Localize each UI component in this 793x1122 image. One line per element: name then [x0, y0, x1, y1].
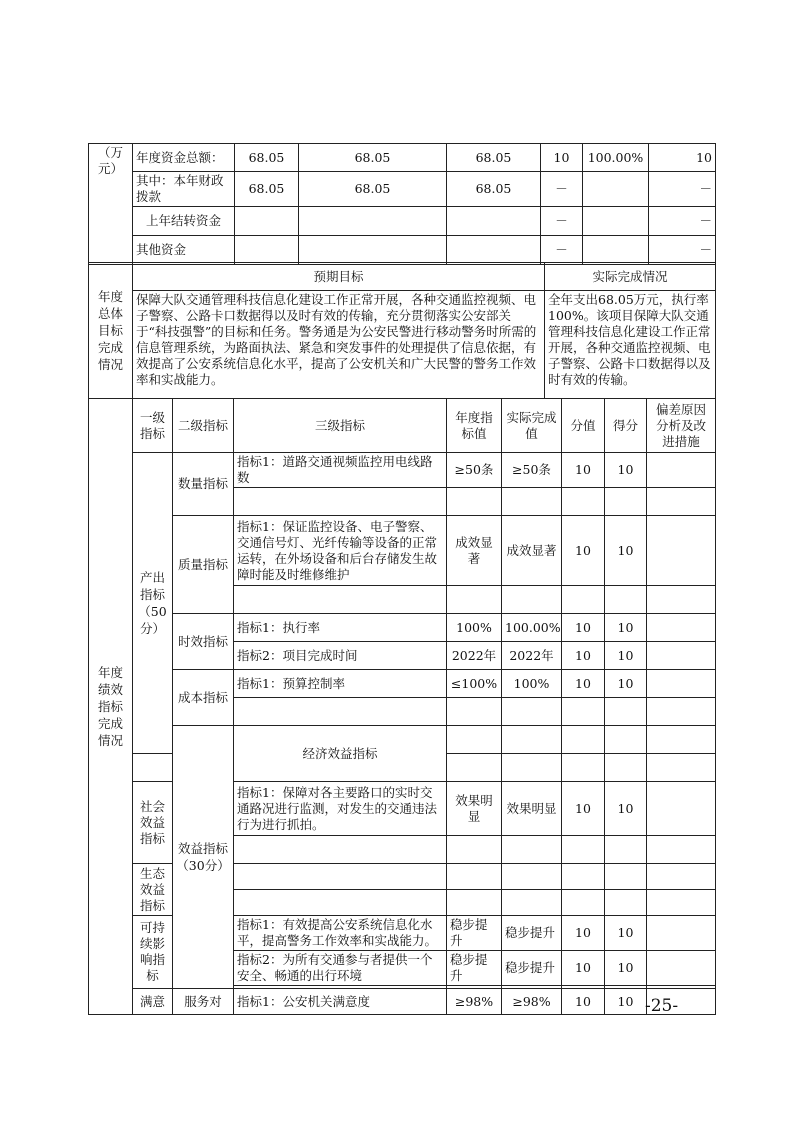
indicator-score: 10 — [562, 989, 605, 1015]
indicator-deviation — [647, 916, 716, 951]
indicator-target: ≤100% — [447, 670, 502, 698]
header-got: 得分 — [605, 399, 647, 453]
indicator-score: 10 — [562, 782, 605, 836]
service-indicator-label: 服务对 — [173, 989, 234, 1015]
funds-budget — [235, 236, 299, 265]
satisfaction-indicator-label: 满意 — [133, 989, 173, 1015]
header-target: 年度指标值 — [447, 399, 502, 453]
funds-executed — [447, 207, 541, 236]
funds-score: － — [541, 207, 583, 236]
funds-got: － — [649, 207, 716, 236]
indicator-got: 10 — [605, 670, 647, 698]
indicator-target: 2022年 — [447, 642, 502, 670]
funds-rate — [583, 236, 649, 265]
quality-indicator-label: 质量指标 — [173, 516, 234, 614]
funds-got: － — [649, 172, 716, 207]
indicator-deviation — [647, 670, 716, 698]
goals-table — [88, 262, 716, 399]
indicator-target: 成效显著 — [447, 516, 502, 586]
funds-unit-label: （万元） — [89, 144, 133, 265]
goals-side-label: 年度总体目标完成情况 — [89, 263, 133, 399]
indicator-score: 10 — [562, 670, 605, 698]
funds-rate — [583, 172, 649, 207]
indicator-deviation — [647, 614, 716, 642]
indicator-target: ≥98% — [447, 989, 502, 1015]
funds-row-label: 其中：本年财政拨款 — [133, 172, 235, 207]
funds-score: 10 — [541, 144, 583, 172]
indicator-actual: 2022年 — [502, 642, 562, 670]
actual-goal-header: 实际完成情况 — [545, 263, 716, 291]
indicator-actual: 成效显著 — [502, 516, 562, 586]
indicator-score: 10 — [562, 453, 605, 488]
indicator-name: 指标1：有效提高公安系统信息化水平，提高警务工作效率和实战能力。 — [234, 916, 447, 951]
funds-rate: 100.00% — [583, 144, 649, 172]
header-score: 分值 — [562, 399, 605, 453]
indicator-got: 10 — [605, 642, 647, 670]
indicator-name: 指标1：执行率 — [234, 614, 447, 642]
indicator-name: 指标1：保障对各主要路口的实时交通路况进行监测，对发生的交通违法行为进行抓拍。 — [234, 782, 447, 836]
funds-score: － — [541, 236, 583, 265]
indicator-target: ≥50条 — [447, 453, 502, 488]
economic-indicator-label: 经济效益指标 — [234, 726, 447, 782]
indicator-deviation — [647, 453, 716, 488]
indicator-name: 指标1：保证监控设备、电子警察、交通信号灯、光纤传输等设备的正常运转，在外场设备和后台存储发生故障时能及时维修维护 — [234, 516, 447, 586]
indicators-table — [88, 398, 716, 1015]
indicator-deviation — [647, 782, 716, 836]
funds-executed — [447, 236, 541, 265]
funds-rate — [583, 207, 649, 236]
funds-executed: 68.05 — [447, 172, 541, 207]
indicator-target: 稳步提升 — [447, 916, 502, 951]
cost-indicator-label: 成本指标 — [173, 670, 234, 726]
indicator-target: 效果明显 — [447, 782, 502, 836]
indicator-target: 稳步提升 — [447, 951, 502, 986]
indicator-actual: 稳步提升 — [502, 916, 562, 951]
indicator-got: 10 — [605, 516, 647, 586]
indicator-name: 指标1：道路交通视频监控用电线路数 — [234, 453, 447, 488]
indicator-got: 10 — [605, 614, 647, 642]
indicator-got: 10 — [605, 951, 647, 986]
header-deviation: 偏差原因分析及改进措施 — [647, 399, 716, 453]
actual-goal-text: 全年支出68.05万元，执行率100%。该项目保障大队交通管理科技信息化建设工作正常开展，各种交通监控视频、电子警察、公路卡口数据得以及时有效的传输。 — [545, 291, 716, 399]
header-actual: 实际完成值 — [502, 399, 562, 453]
ecological-indicator-label: 生态效益指标 — [133, 864, 173, 916]
funds-adjusted — [299, 236, 447, 265]
indicator-deviation — [647, 642, 716, 670]
header-level2: 二级指标 — [173, 399, 234, 453]
indicator-target: 100% — [447, 614, 502, 642]
indicator-name: 指标2：为所有交通参与者提供一个安全、畅通的出行环境 — [234, 951, 447, 986]
page-number: -25- — [645, 996, 679, 1016]
indicator-deviation — [647, 951, 716, 986]
funds-budget — [235, 207, 299, 236]
funds-budget: 68.05 — [235, 144, 299, 172]
funds-budget: 68.05 — [235, 172, 299, 207]
funds-adjusted — [299, 207, 447, 236]
indicator-got: 10 — [605, 916, 647, 951]
indicators-side-label: 年度绩效指标完成情况 — [89, 399, 133, 1015]
indicator-score: 10 — [562, 516, 605, 586]
expected-goal-header: 预期目标 — [133, 263, 545, 291]
indicator-deviation — [647, 516, 716, 586]
social-indicator-label: 社会效益指标 — [133, 782, 173, 864]
benefit-indicator-label: 效益指标（30分） — [173, 726, 234, 989]
indicator-score: 10 — [562, 614, 605, 642]
indicator-got: 10 — [605, 782, 647, 836]
header-level3: 三级指标 — [234, 399, 447, 453]
header-level1: 一级指标 — [133, 399, 173, 453]
indicator-name: 指标2：项目完成时间 — [234, 642, 447, 670]
indicator-actual: 100.00% — [502, 614, 562, 642]
indicator-actual: ≥98% — [502, 989, 562, 1015]
funds-adjusted: 68.05 — [299, 172, 447, 207]
indicator-actual: 稳步提升 — [502, 951, 562, 986]
funds-got: 10 — [649, 144, 716, 172]
indicator-score: 10 — [562, 916, 605, 951]
expected-goal-text: 保障大队交通管理科技信息化建设工作正常开展，各种交通监控视频、电子警察、公路卡口数据得以及时有效的传输，充分贯彻落实公安部关于“科技强警”的目标和任务。警务通是为公安民警进行移动警务时所需的信息管理系统，为路面执法、紧急和突发事件的处理提供了信息依据，有效提高了公安系统信息化水平，提高了公安机关和广大民警的警务工作效率和实战能力。 — [133, 291, 545, 399]
sustainable-indicator-label: 可持续影响指标 — [133, 916, 173, 989]
timeliness-indicator-label: 时效指标 — [173, 614, 234, 670]
indicator-score: 10 — [562, 951, 605, 986]
funds-row-label: 其他资金 — [133, 236, 235, 265]
quantity-indicator-label: 数量指标 — [173, 453, 234, 516]
indicator-name: 指标1：预算控制率 — [234, 670, 447, 698]
output-indicator-label: 产出指标（50分） — [133, 453, 173, 754]
funds-executed: 68.05 — [447, 144, 541, 172]
funds-row-label: 上年结转资金 — [133, 207, 235, 236]
funds-table — [88, 143, 716, 265]
indicator-actual: 100% — [502, 670, 562, 698]
funds-got: － — [649, 236, 716, 265]
funds-adjusted: 68.05 — [299, 144, 447, 172]
indicator-got: 10 — [605, 989, 647, 1015]
indicator-actual: 效果明显 — [502, 782, 562, 836]
funds-score: － — [541, 172, 583, 207]
indicator-got: 10 — [605, 453, 647, 488]
funds-row-label: 年度资金总额： — [133, 144, 235, 172]
indicator-actual: ≥50条 — [502, 453, 562, 488]
indicator-score: 10 — [562, 642, 605, 670]
indicator-name: 指标1：公安机关满意度 — [234, 989, 447, 1015]
